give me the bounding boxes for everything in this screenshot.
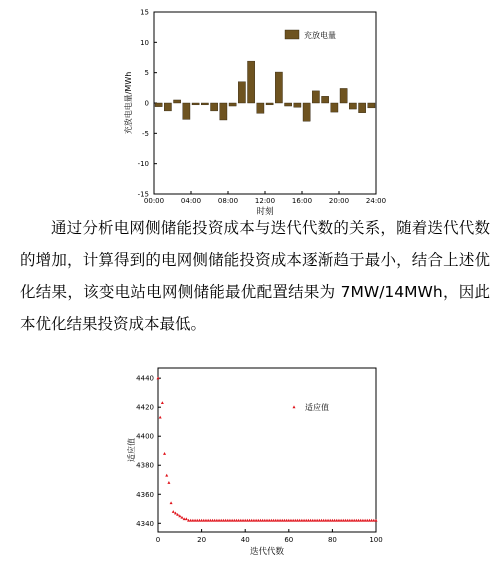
x-tick-label: 0 [155,536,161,544]
bar [248,61,255,103]
data-point [174,512,177,515]
y-tick-label: 4340 [136,519,154,528]
y-tick-label: -5 [142,129,149,138]
data-point [172,510,175,513]
legend-marker [293,405,296,408]
x-tick-label: 16:00 [291,197,313,205]
data-point [165,474,168,477]
x-tick-label: 80 [327,536,337,544]
bar [294,103,301,107]
y-tick-label: -15 [137,190,149,199]
y-tick-label: 4440 [136,374,154,383]
y-tick-label: 5 [144,69,149,78]
x-tick-label: 00:00 [143,197,165,205]
data-point [178,514,181,517]
y-axis-title: 适应值 [127,438,136,462]
bar [340,88,347,103]
data-point [163,452,166,455]
y-tick-label: 4380 [136,461,154,470]
x-tick-label: 08:00 [217,197,239,205]
x-tick-label: 100 [369,536,383,544]
analysis-paragraph: 通过分析电网侧储能投资成本与迭代代数的关系，随着迭代代数的增加，计算得到的电网侧储能投资成本逐渐趋于最小，结合上述优化结果，该变电站电网侧储能最优配置结果为 7MW/14MWh，因此本优化结果投资成本最低。 [20,219,490,333]
data-point [176,513,179,516]
legend-label: 充放电量 [304,31,336,40]
fitness-svg [110,360,390,565]
y-axis-title: 充放电电量/MWh [124,71,133,135]
bar [192,103,199,105]
x-tick-label: 24:00 [365,197,387,205]
data-point [159,416,162,419]
bar [238,82,245,103]
bar [368,103,375,108]
x-tick-label: 40 [240,536,250,544]
bar [183,103,190,119]
y-tick-label: 4360 [136,490,154,499]
y-tick-label: 4420 [136,403,154,412]
plot-frame [158,368,376,532]
x-axis-title: 时刻 [256,207,274,216]
data-point [375,519,378,522]
x-tick-label: 20:00 [328,197,350,205]
fitness-chart [110,360,390,565]
charge-discharge-chart [110,4,390,216]
bar [285,103,292,106]
y-tick-label: -10 [137,160,149,169]
x-tick-label: 04:00 [180,197,202,205]
bar [257,103,264,113]
y-tick-label: 4400 [136,432,154,441]
bar [211,103,218,111]
bar [155,103,162,107]
data-point [161,401,164,404]
legend-swatch [285,30,299,39]
data-point [180,516,183,519]
bar [220,103,227,120]
x-tick-label: 12:00 [254,197,276,205]
bar [322,96,329,103]
y-tick-label: 15 [140,8,149,17]
bar [229,103,236,106]
data-point [170,501,173,504]
bar [201,103,208,105]
bar [275,72,282,103]
bar [349,103,356,109]
bar [174,100,181,103]
x-tick-label: 20 [197,536,207,544]
charge-discharge-svg [110,4,390,216]
bar [164,103,171,111]
data-point [185,517,188,520]
bar [266,103,273,105]
bar [312,91,319,103]
y-tick-label: 10 [140,38,149,47]
legend-label: 适应值 [305,403,329,412]
data-point [167,481,170,484]
y-tick-label: 0 [144,99,149,108]
bar [303,103,310,121]
x-axis-title: 迭代代数 [249,547,285,557]
bar [359,103,366,113]
x-tick-label: 60 [284,536,294,544]
bar [331,103,338,112]
